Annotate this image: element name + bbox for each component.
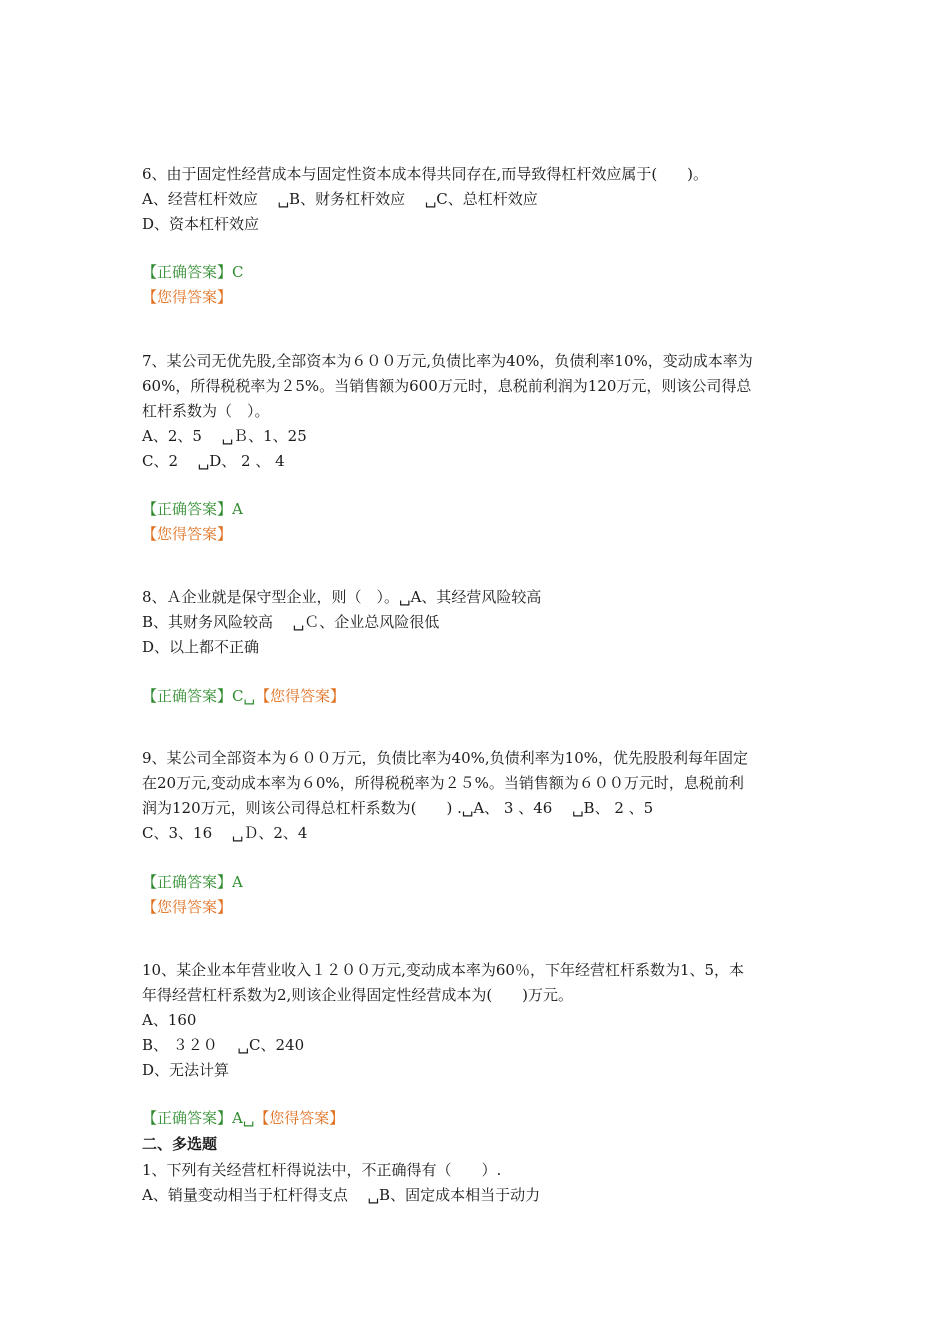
q8-options-bc: B、其财务风险较高 ␣Ｃ、企业总风险很低: [142, 613, 440, 631]
mq1-stem: 1、下列有关经营杠杆得说法中，不正确得有（ ）.: [142, 1161, 502, 1179]
q8-option-d: D、以上都不正确: [142, 638, 260, 656]
q7-stem-line3: 杠杆系数为（ ）。: [142, 402, 270, 420]
section-heading: 二、多选题: [142, 1135, 218, 1153]
q7-options-ab: A、2、5 ␣Ｂ、1、25: [142, 427, 307, 445]
q6-your-answer: 【您得答案】: [142, 288, 233, 306]
q8-your-answer: 【您得答案】: [254, 687, 345, 705]
q6-stem: 6、由于固定性经营成本与固定性资本成本得共同存在,而导致得杠杆效应属于( )。: [142, 165, 709, 183]
q6-option-d: D、资本杠杆效应: [142, 215, 260, 233]
mq1-options-ab: A、销量变动相当于杠杆得支点 ␣B、固定成本相当于动力: [142, 1186, 541, 1204]
q7-options-cd: C、2 ␣D、 2 、 4: [142, 452, 285, 470]
q10-option-d: D、无法计算: [142, 1061, 230, 1079]
q8-correct-answer: 【正确答案】C␣: [142, 687, 255, 705]
q10-stem-line2: 年得经营杠杆系数为2,则该企业得固定性经营成本为( )万元。: [142, 986, 574, 1004]
q7-your-answer: 【您得答案】: [142, 525, 233, 543]
q9-stem-line2: 在20万元,变动成本率为６0%，所得税税率为２５%。当销售额为６００万元时，息税前利: [142, 774, 744, 792]
q6-correct-answer: 【正确答案】C: [142, 263, 244, 281]
q7-stem-line1: 7、某公司无优先股,全部资本为６００万元,负债比率为40%，负债利率10%，变动成本率为: [142, 352, 753, 370]
q9-correct-answer: 【正确答案】A: [142, 873, 243, 891]
q10-stem-line1: 10、某企业本年营业收入１２００万元,变动成本率为60％，下年经营杠杆系数为1、5，本: [142, 961, 745, 979]
q7-stem-line2: 60%，所得税税率为２5%。当销售额为600万元时，息税前利润为120万元，则该公司得总: [142, 377, 752, 395]
q6-options-abc: A、经营杠杆效应 ␣B、财务杠杆效应 ␣C、总杠杆效应: [142, 190, 538, 208]
q10-option-a: A、160: [142, 1011, 197, 1029]
q9-your-answer: 【您得答案】: [142, 898, 233, 916]
q10-correct-answer: 【正确答案】A␣: [142, 1109, 255, 1127]
q9-stem-line1: 9、某公司全部资本为６００万元，负债比率为40%,负债利率为10%，优先股股利每年固定: [142, 749, 748, 767]
q10-options-bc: B、 ３２０ ␣C、240: [142, 1036, 305, 1054]
q10-your-answer: 【您得答案】: [254, 1109, 345, 1127]
q7-correct-answer: 【正确答案】A: [142, 500, 243, 518]
q10-answers: [142, 1108, 344, 1128]
q9-stem-line3: 润为120万元，则该公司得总杠杆系数为( ) .␣A、 3 、46 ␣B、 2 、5: [142, 799, 654, 817]
q8-answers: [142, 686, 345, 706]
q8-stem: 8、Ａ企业就是保守型企业，则（ ）。␣A、其经营风险较高: [142, 588, 542, 606]
q9-options-cd: C、3、16 ␣Ｄ、2、4: [142, 824, 308, 842]
